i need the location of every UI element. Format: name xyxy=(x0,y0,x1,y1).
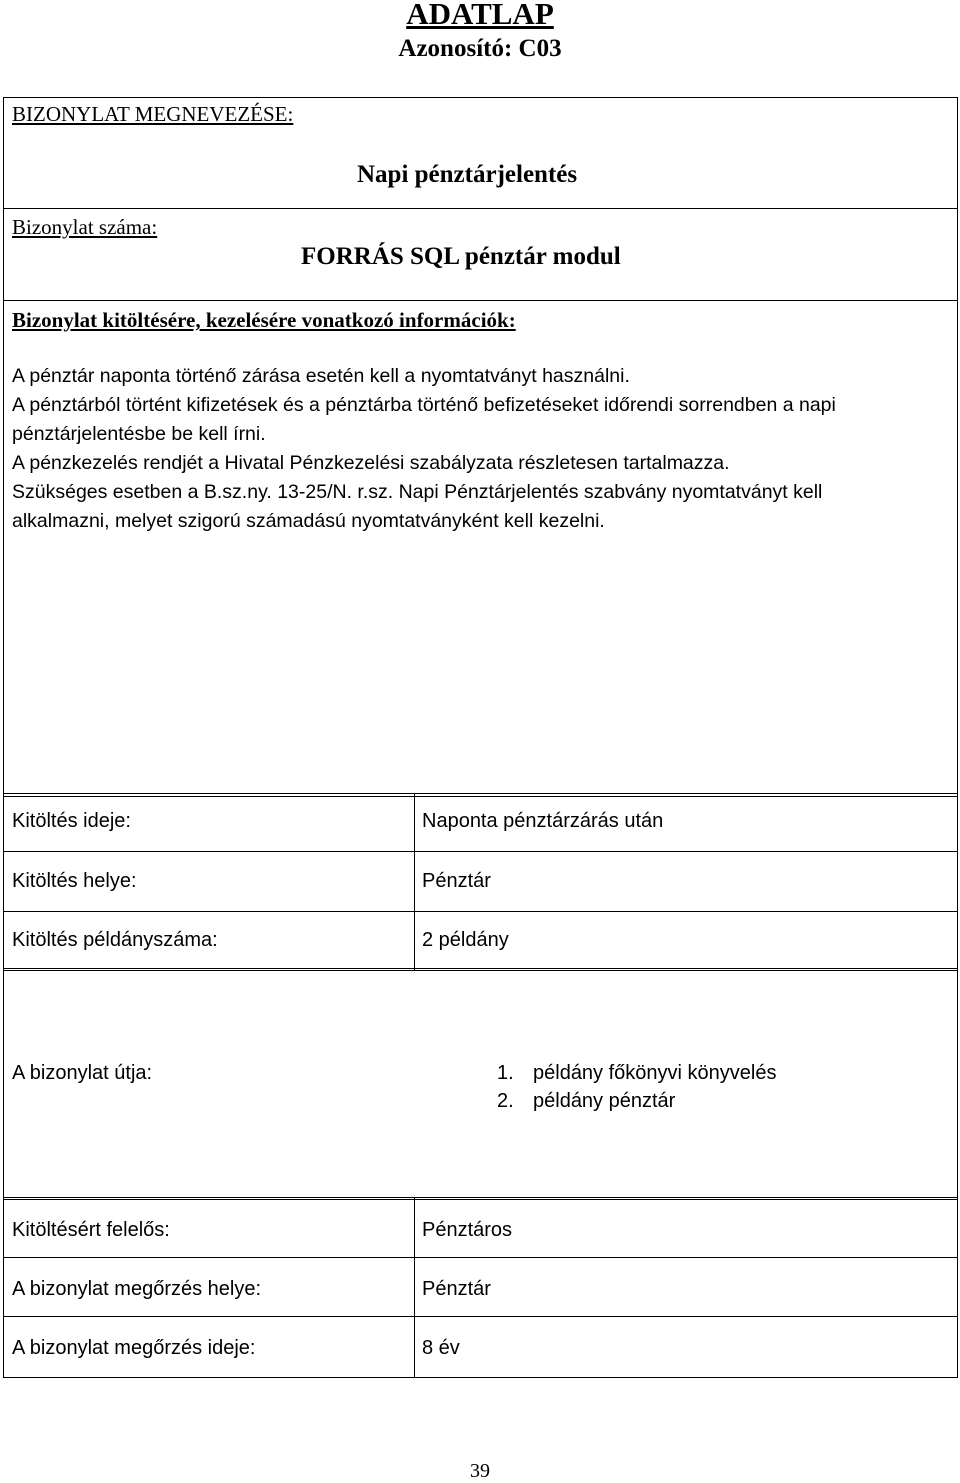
info-line: A pénztárból történt kifizetések és a pénztárba történő befizetéseket időrendi sorrendben a napi xyxy=(12,394,836,416)
storage-place-label: A bizonylat megőrzés helye: xyxy=(12,1278,262,1300)
info-paragraph xyxy=(12,362,947,536)
route-item-number: 2. xyxy=(497,1090,514,1112)
storage-place-value: Pénztár xyxy=(422,1278,491,1300)
info-line: Szükséges esetben a B.sz.ny. 13-25/N. r.sz. Napi Pénztárjelentés szabvány nyomtatványt kell xyxy=(12,481,823,503)
filling-place-label: Kitöltés helye: xyxy=(12,870,137,892)
route-item-text: példány főkönyvi könyvelés xyxy=(533,1062,777,1084)
route-item xyxy=(497,1061,776,1085)
filling-row-divider xyxy=(3,911,958,912)
info-line: alkalmazni, melyet szigorú számadású nyomtatványként kell kezelni. xyxy=(12,510,605,532)
document-number-value: FORRÁS SQL pénztár modul xyxy=(301,243,621,270)
responsibility-column-divider xyxy=(414,1197,415,1378)
document-identifier: Azonosító: C03 xyxy=(398,35,562,62)
document-name-value: Napi pénztárjelentés xyxy=(357,161,578,188)
filling-column-divider xyxy=(414,793,415,971)
divider-number xyxy=(3,300,958,301)
responsible-value: Pénztáros xyxy=(422,1219,513,1241)
responsibility-row-divider xyxy=(3,1316,958,1317)
info-line: A pénzkezelés rendjét a Hivatal Pénzkezelési szabályzata részletesen tartalmazza. xyxy=(12,452,730,474)
storage-time-value: 8 év xyxy=(422,1337,460,1359)
filling-time-value: Naponta pénztárzárás után xyxy=(422,810,664,832)
storage-time-label: A bizonylat megőrzés ideje: xyxy=(12,1337,256,1359)
page-number: 39 xyxy=(470,1460,490,1482)
info-line: pénztárjelentésbe be kell írni. xyxy=(12,423,266,445)
info-line: A pénztár naponta történő zárása esetén kell a nyomtatványt használni. xyxy=(12,365,630,387)
route-item-text: példány pénztár xyxy=(533,1090,676,1112)
filling-time-label: Kitöltés ideje: xyxy=(12,810,131,832)
filling-place-value: Pénztár xyxy=(422,870,491,892)
filling-copies-label: Kitöltés példányszáma: xyxy=(12,929,218,951)
route-item xyxy=(497,1089,675,1113)
document-title: ADATLAP xyxy=(406,0,554,31)
divider-name xyxy=(3,208,958,209)
document-number-label: Bizonylat száma: xyxy=(12,215,158,239)
info-section-label: Bizonylat kitöltésére, kezelésére vonatkozó információk: xyxy=(12,308,516,332)
responsible-label: Kitöltésért felelős: xyxy=(12,1219,170,1241)
document-name-label: BIZONYLAT MEGNEVEZÉSE: xyxy=(12,102,294,126)
route-item-number: 1. xyxy=(497,1062,514,1084)
filling-row-divider xyxy=(3,851,958,852)
route-label: A bizonylat útja: xyxy=(12,1062,153,1084)
filling-copies-value: 2 példány xyxy=(422,929,509,951)
responsibility-row-divider xyxy=(3,1257,958,1258)
